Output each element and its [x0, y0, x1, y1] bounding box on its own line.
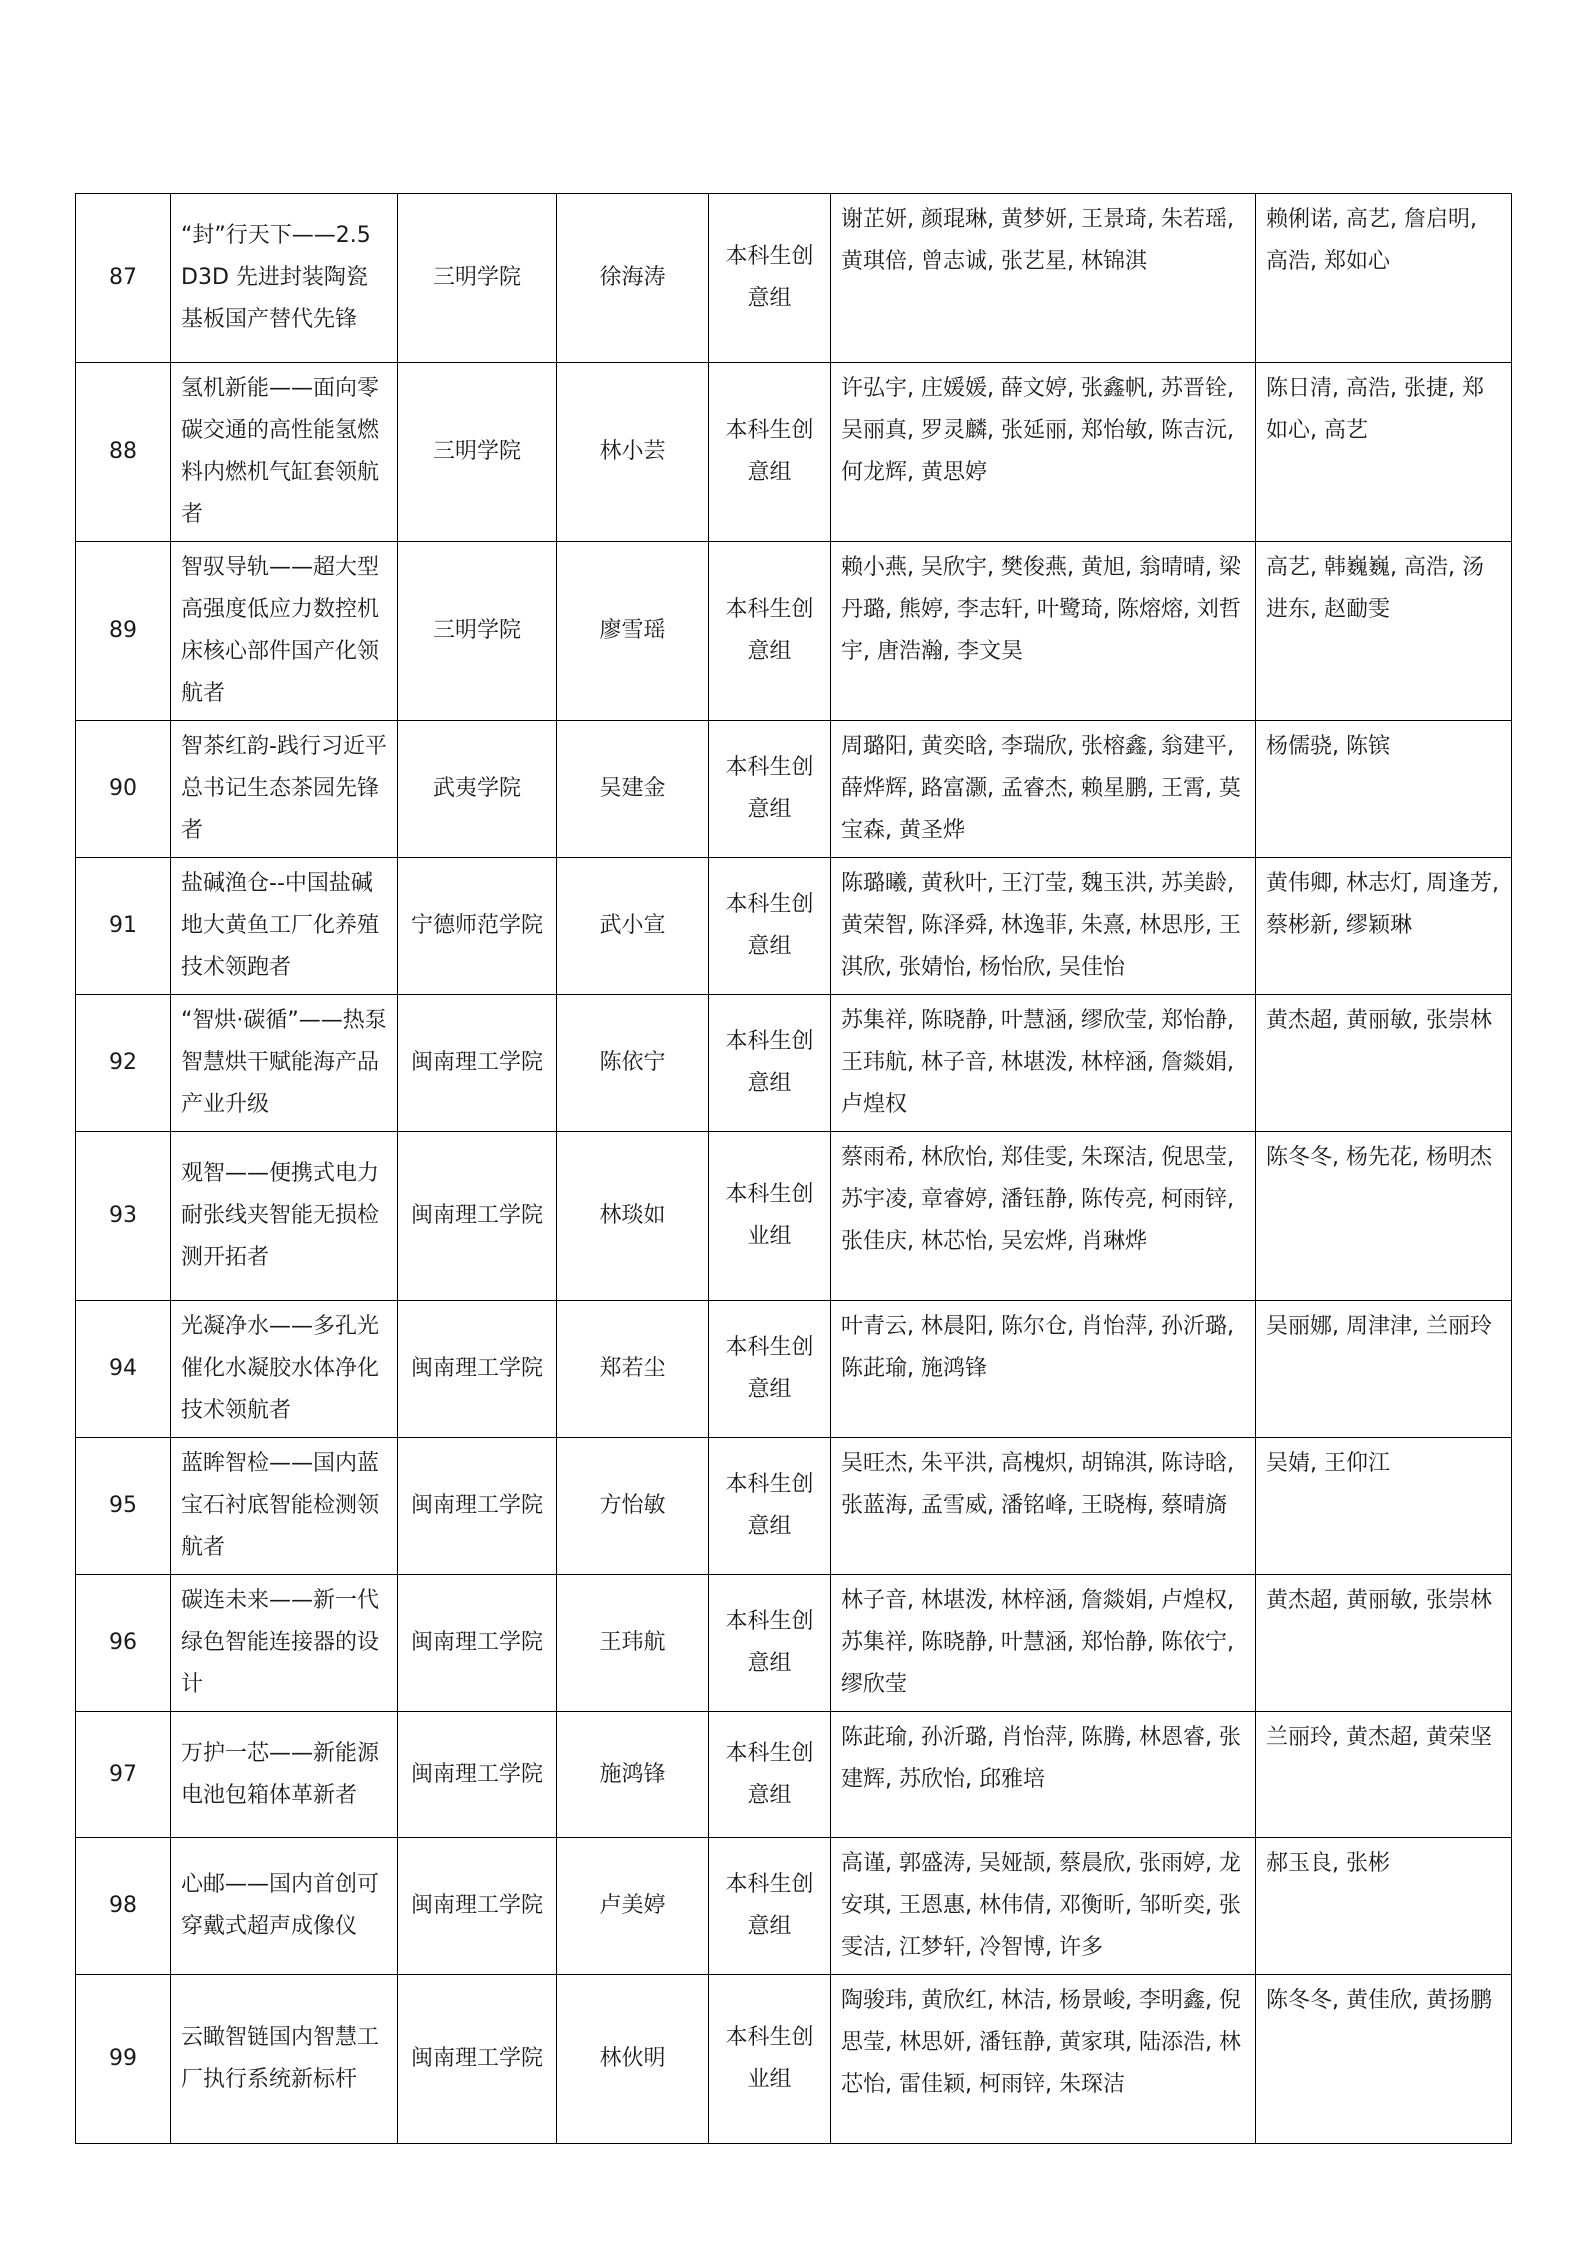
team-members: 高谨, 郭盛涛, 吴娅颉, 蔡晨欣, 张雨婷, 龙安琪, 王恩惠, 林伟倩, 邓衡昕, 邹昕奕, 张雯洁, 江梦轩, 冷智博, 许多 [831, 1838, 1256, 1975]
awards-table [75, 193, 1512, 2144]
school-name: 闽南理工学院 [398, 1975, 557, 2144]
team-leader: 廖雪瑶 [557, 542, 709, 721]
team-members: 周璐阳, 黄奕晗, 李瑞欣, 张榕鑫, 翁建平, 薛烨辉, 路富灏, 孟睿杰, 赖星鹏, 王霄, 莫宝森, 黄圣烨 [831, 721, 1256, 858]
table-body [76, 194, 1512, 2144]
team-leader: 武小宣 [557, 858, 709, 995]
team-members: 陶骏玮, 黄欣红, 林洁, 杨景峻, 李明鑫, 倪思莹, 林思妍, 潘钰静, 黄家琪, 陆添浩, 林芯怡, 雷佳颖, 柯雨锌, 朱琛洁 [831, 1975, 1256, 2144]
project-name: “智烘·碳循”——热泵智慧烘干赋能海产品产业升级 [171, 995, 398, 1132]
advisors: 杨儒骁, 陈镔 [1256, 721, 1512, 858]
team-leader: 林琰如 [557, 1132, 709, 1301]
advisors: 陈冬冬, 黄佳欣, 黄扬鹏 [1256, 1975, 1512, 2144]
school-name: 闽南理工学院 [398, 1438, 557, 1575]
advisors: 赖俐诺, 高艺, 詹启明, 高浩, 郑如心 [1256, 194, 1512, 363]
advisors: 高艺, 韩巍巍, 高浩, 汤进东, 赵勔雯 [1256, 542, 1512, 721]
project-name: 云瞰智链国内智慧工厂执行系统新标杆 [171, 1975, 398, 2144]
category: 本科生创意组 [709, 1575, 831, 1712]
team-leader: 陈依宁 [557, 995, 709, 1132]
school-name: 闽南理工学院 [398, 1712, 557, 1838]
project-name: “封”行天下——2.5D3D 先进封装陶瓷基板国产替代先锋 [171, 194, 398, 363]
project-name: 心邮——国内首创可穿戴式超声成像仪 [171, 1838, 398, 1975]
school-name: 宁德师范学院 [398, 858, 557, 995]
table-row [76, 1301, 1512, 1438]
category: 本科生创意组 [709, 542, 831, 721]
row-number: 90 [76, 721, 171, 858]
team-leader: 王玮航 [557, 1575, 709, 1712]
category: 本科生创意组 [709, 194, 831, 363]
school-name: 三明学院 [398, 542, 557, 721]
category: 本科生创意组 [709, 1438, 831, 1575]
team-members: 许弘宇, 庄媛媛, 薛文婷, 张鑫帆, 苏晋铨, 吴丽真, 罗灵麟, 张延丽, 郑怡敏, 陈吉沅, 何龙辉, 黄思婷 [831, 363, 1256, 542]
category: 本科生创意组 [709, 1838, 831, 1975]
team-members: 赖小燕, 吴欣宇, 樊俊燕, 黄旭, 翁晴晴, 梁丹璐, 熊婷, 李志轩, 叶鹭琦, 陈熔熔, 刘哲宇, 唐浩瀚, 李文昊 [831, 542, 1256, 721]
project-name: 碳连未来——新一代绿色智能连接器的设计 [171, 1575, 398, 1712]
project-name: 万护一芯——新能源电池包箱体革新者 [171, 1712, 398, 1838]
row-number: 93 [76, 1132, 171, 1301]
team-leader: 林小芸 [557, 363, 709, 542]
category: 本科生创业组 [709, 1975, 831, 2144]
project-name: 智驭导轨——超大型高强度低应力数控机床核心部件国产化领航者 [171, 542, 398, 721]
category: 本科生创意组 [709, 1712, 831, 1838]
advisors: 兰丽玲, 黄杰超, 黄荣坚 [1256, 1712, 1512, 1838]
team-members: 苏集祥, 陈晓静, 叶慧涵, 缪欣莹, 郑怡静, 王玮航, 林子音, 林堪泼, 林梓涵, 詹燚娟, 卢煌权 [831, 995, 1256, 1132]
row-number: 88 [76, 363, 171, 542]
table-row [76, 1712, 1512, 1838]
category: 本科生创意组 [709, 995, 831, 1132]
advisors: 陈冬冬, 杨先花, 杨明杰 [1256, 1132, 1512, 1301]
row-number: 97 [76, 1712, 171, 1838]
team-members: 陈璐曦, 黄秋叶, 王汀莹, 魏玉洪, 苏美龄, 黄荣智, 陈泽舜, 林逸菲, 朱熹, 林思彤, 王淇欣, 张婧怡, 杨怡欣, 吴佳怡 [831, 858, 1256, 995]
project-name: 盐碱渔仓--中国盐碱地大黄鱼工厂化养殖技术领跑者 [171, 858, 398, 995]
school-name: 武夷学院 [398, 721, 557, 858]
category: 本科生创意组 [709, 858, 831, 995]
team-leader: 徐海涛 [557, 194, 709, 363]
advisors: 吴丽娜, 周津津, 兰丽玲 [1256, 1301, 1512, 1438]
row-number: 98 [76, 1838, 171, 1975]
table-row [76, 542, 1512, 721]
row-number: 91 [76, 858, 171, 995]
category: 本科生创意组 [709, 1301, 831, 1438]
school-name: 闽南理工学院 [398, 1132, 557, 1301]
advisors: 郝玉良, 张彬 [1256, 1838, 1512, 1975]
table-row [76, 858, 1512, 995]
table-row [76, 1132, 1512, 1301]
team-leader: 林伙明 [557, 1975, 709, 2144]
project-name: 智茶红韵-践行习近平总书记生态茶园先锋者 [171, 721, 398, 858]
team-members: 陈茈瑜, 孙沂璐, 肖怡萍, 陈腾, 林恩睿, 张建辉, 苏欣怡, 邱雅培 [831, 1712, 1256, 1838]
team-members: 蔡雨希, 林欣怡, 郑佳雯, 朱琛洁, 倪思莹, 苏宇凌, 章睿婷, 潘钰静, 陈传亮, 柯雨锌, 张佳庆, 林芯怡, 吴宏烨, 肖琳烨 [831, 1132, 1256, 1301]
row-number: 96 [76, 1575, 171, 1712]
table-row [76, 1975, 1512, 2144]
table-row [76, 363, 1512, 542]
school-name: 三明学院 [398, 363, 557, 542]
team-leader: 吴建金 [557, 721, 709, 858]
team-members: 吴旺杰, 朱平洪, 高槐炽, 胡锦淇, 陈诗晗, 张蓝海, 孟雪威, 潘铭峰, 王晓梅, 蔡晴旖 [831, 1438, 1256, 1575]
advisors: 黄杰超, 黄丽敏, 张崇林 [1256, 995, 1512, 1132]
category: 本科生创意组 [709, 363, 831, 542]
table-row [76, 1438, 1512, 1575]
team-members: 林子音, 林堪泼, 林梓涵, 詹燚娟, 卢煌权, 苏集祥, 陈晓静, 叶慧涵, 郑怡静, 陈依宁, 缪欣莹 [831, 1575, 1256, 1712]
advisors: 陈日清, 高浩, 张捷, 郑如心, 高艺 [1256, 363, 1512, 542]
school-name: 闽南理工学院 [398, 995, 557, 1132]
advisors: 黄伟卿, 林志灯, 周逢芳, 蔡彬新, 缪颖琳 [1256, 858, 1512, 995]
team-leader: 卢美婷 [557, 1838, 709, 1975]
team-leader: 郑若尘 [557, 1301, 709, 1438]
table-row [76, 721, 1512, 858]
table-row [76, 194, 1512, 363]
row-number: 87 [76, 194, 171, 363]
category: 本科生创意组 [709, 721, 831, 858]
project-name: 蓝眸智检——国内蓝宝石衬底智能检测领航者 [171, 1438, 398, 1575]
advisors: 吴婧, 王仰江 [1256, 1438, 1512, 1575]
school-name: 闽南理工学院 [398, 1575, 557, 1712]
table-row [76, 1575, 1512, 1712]
advisors: 黄杰超, 黄丽敏, 张崇林 [1256, 1575, 1512, 1712]
row-number: 94 [76, 1301, 171, 1438]
category: 本科生创业组 [709, 1132, 831, 1301]
team-members: 谢芷妍, 颜琨琳, 黄梦妍, 王景琦, 朱若瑶, 黄琪倍, 曾志诚, 张艺星, 林锦淇 [831, 194, 1256, 363]
project-name: 观智——便携式电力耐张线夹智能无损检测开拓者 [171, 1132, 398, 1301]
team-members: 叶青云, 林晨阳, 陈尔仓, 肖怡萍, 孙沂璐, 陈茈瑜, 施鸿锋 [831, 1301, 1256, 1438]
row-number: 95 [76, 1438, 171, 1575]
row-number: 99 [76, 1975, 171, 2144]
project-name: 氢机新能——面向零碳交通的高性能氢燃料内燃机气缸套领航者 [171, 363, 398, 542]
table-row [76, 995, 1512, 1132]
team-leader: 方怡敏 [557, 1438, 709, 1575]
project-name: 光凝净水——多孔光催化水凝胶水体净化技术领航者 [171, 1301, 398, 1438]
school-name: 闽南理工学院 [398, 1838, 557, 1975]
row-number: 89 [76, 542, 171, 721]
school-name: 闽南理工学院 [398, 1301, 557, 1438]
row-number: 92 [76, 995, 171, 1132]
table-row [76, 1838, 1512, 1975]
school-name: 三明学院 [398, 194, 557, 363]
team-leader: 施鸿锋 [557, 1712, 709, 1838]
